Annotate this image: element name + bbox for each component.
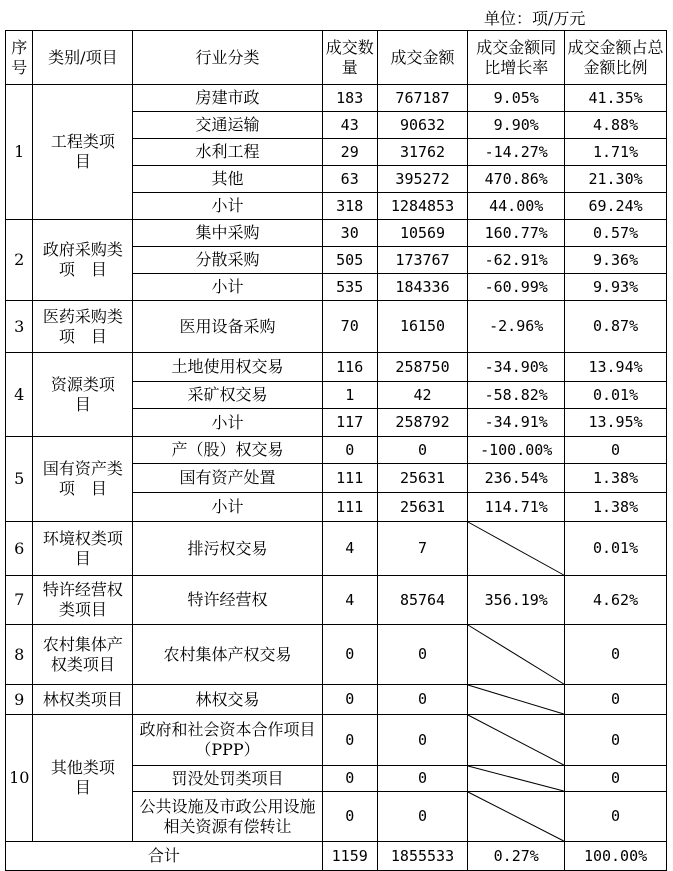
total-count: 1159 [322,842,377,871]
count-cell: 0 [322,766,377,792]
count-cell: 318 [322,193,377,220]
seq-cell: 4 [6,353,33,437]
total-share: 100.00% [565,842,667,871]
amount-cell: 173767 [377,247,468,274]
amount-cell: 7 [377,522,468,576]
industry-cell: 公共设施及市政公用设施相关资源有偿转让 [133,792,322,842]
amount-cell: 767187 [377,85,468,112]
seq-cell: 8 [6,625,33,685]
diagonal-slash [468,625,564,684]
count-cell: 63 [322,166,377,193]
header-category: 类别/项目 [33,31,133,85]
seq-cell: 9 [6,685,33,715]
category-cell: 林权类项目 [33,685,133,715]
share-cell: 9.93% [565,274,667,301]
industry-cell: 林权交易 [133,685,322,715]
industry-cell: 医用设备采购 [133,301,322,353]
total-label: 合计 [6,842,323,871]
amount-cell: 0 [377,766,468,792]
category-cell: 环境权类项 目 [33,522,133,576]
seq-cell: 6 [6,522,33,576]
table-row [6,625,667,685]
header-amount: 成交金额 [377,31,468,85]
seq-cell: 2 [6,220,33,301]
industry-cell: 分散采购 [133,247,322,274]
share-cell: 0.87% [565,301,667,353]
industry-cell: 采矿权交易 [133,382,322,409]
industry-cell: 其他 [133,166,322,193]
unit-label: 单位：项/万元 [484,9,586,28]
industry-cell: 排污权交易 [133,522,322,576]
category-cell: 国有资产类项 目 [33,437,133,522]
count-cell: 4 [322,576,377,625]
count-cell: 0 [322,792,377,842]
category-cell: 医药采购类项 目 [33,301,133,353]
share-cell: 0 [565,715,667,766]
category-cell: 工程类项 目 [33,85,133,220]
share-cell: 41.35% [565,85,667,112]
diagonal-slash [468,685,564,714]
share-cell: 13.94% [565,353,667,382]
count-cell: 29 [322,139,377,166]
growth-cell-empty [468,522,565,576]
diagonal-slash [468,715,564,765]
count-cell: 1 [322,382,377,409]
growth-cell: 160.77% [468,220,565,247]
diagonal-slash [468,766,564,791]
count-cell: 535 [322,274,377,301]
industry-cell: 集中采购 [133,220,322,247]
count-cell: 111 [322,464,377,493]
transaction-table [5,30,667,871]
growth-cell: 470.86% [468,166,565,193]
category-cell: 农村集体产权类项目 [33,625,133,685]
amount-cell: 1284853 [377,193,468,220]
industry-cell: 国有资产处置 [133,464,322,493]
table-row [6,437,667,464]
amount-cell: 25631 [377,464,468,493]
category-cell: 特许经营权类项目 [33,576,133,625]
industry-cell: 特许经营权 [133,576,322,625]
growth-cell: -58.82% [468,382,565,409]
share-cell: 0.01% [565,382,667,409]
table-row [6,220,667,247]
industry-cell: 政府和社会资本合作项目（PPP） [133,715,322,766]
share-cell: 0 [565,625,667,685]
industry-cell: 罚没处罚类项目 [133,766,322,792]
share-cell: 4.88% [565,112,667,139]
share-cell: 13.95% [565,409,667,437]
share-cell: 0 [565,685,667,715]
amount-cell: 25631 [377,493,468,522]
table-row [6,685,667,715]
amount-cell: 90632 [377,112,468,139]
growth-cell: -62.91% [468,247,565,274]
industry-cell: 房建市政 [133,85,322,112]
count-cell: 0 [322,437,377,464]
growth-cell: 44.00% [468,193,565,220]
count-cell: 70 [322,301,377,353]
industry-cell: 小计 [133,493,322,522]
amount-cell: 0 [377,437,468,464]
growth-cell: 356.19% [468,576,565,625]
growth-cell: 114.71% [468,493,565,522]
amount-cell: 85764 [377,576,468,625]
seq-cell: 1 [6,85,33,220]
growth-cell: -2.96% [468,301,565,353]
table-row [6,301,667,353]
share-cell: 1.71% [565,139,667,166]
share-cell: 69.24% [565,193,667,220]
header-count: 成交数量 [322,31,377,85]
share-cell: 0 [565,792,667,842]
share-cell: 0 [565,437,667,464]
amount-cell: 0 [377,685,468,715]
seq-cell: 3 [6,301,33,353]
amount-cell: 184336 [377,274,468,301]
industry-cell: 农村集体产权交易 [133,625,322,685]
amount-cell: 42 [377,382,468,409]
growth-cell: -34.91% [468,409,565,437]
table-row [6,353,667,382]
count-cell: 0 [322,625,377,685]
amount-cell: 16150 [377,301,468,353]
diagonal-slash [468,522,564,575]
table-row [6,85,667,112]
count-cell: 117 [322,409,377,437]
amount-cell: 0 [377,715,468,766]
industry-cell: 小计 [133,409,322,437]
growth-cell: 236.54% [468,464,565,493]
growth-cell: -100.00% [468,437,565,464]
growth-cell: -60.99% [468,274,565,301]
growth-cell: -34.90% [468,353,565,382]
header-row [6,31,667,85]
amount-cell: 10569 [377,220,468,247]
industry-cell: 小计 [133,274,322,301]
industry-cell: 产（股）权交易 [133,437,322,464]
amount-cell: 258750 [377,353,468,382]
growth-cell-empty [468,685,565,715]
count-cell: 505 [322,247,377,274]
count-cell: 30 [322,220,377,247]
count-cell: 183 [322,85,377,112]
share-cell: 9.36% [565,247,667,274]
header-growth: 成交金额同比增长率 [468,31,565,85]
count-cell: 0 [322,685,377,715]
diagonal-slash [468,792,564,841]
category-cell: 资源类项 目 [33,353,133,437]
amount-cell: 395272 [377,166,468,193]
share-cell: 0.01% [565,522,667,576]
table-row [6,715,667,766]
growth-cell-empty [468,766,565,792]
growth-cell: 9.90% [468,112,565,139]
header-seq: 序号 [6,31,33,85]
count-cell: 116 [322,353,377,382]
industry-cell: 土地使用权交易 [133,353,322,382]
share-cell: 1.38% [565,493,667,522]
total-amount: 1855533 [377,842,468,871]
seq-cell: 7 [6,576,33,625]
total-growth: 0.27% [468,842,565,871]
count-cell: 4 [322,522,377,576]
amount-cell: 0 [377,625,468,685]
industry-cell: 小计 [133,193,322,220]
amount-cell: 258792 [377,409,468,437]
amount-cell: 0 [377,792,468,842]
amount-cell: 31762 [377,139,468,166]
header-share: 成交金额占总金额比例 [565,31,667,85]
category-cell: 其他类项 目 [33,715,133,842]
category-cell: 政府采购类项 目 [33,220,133,301]
growth-cell-empty [468,625,565,685]
share-cell: 0.57% [565,220,667,247]
share-cell: 1.38% [565,464,667,493]
seq-cell: 10 [6,715,33,842]
count-cell: 43 [322,112,377,139]
table-row [6,576,667,625]
count-cell: 111 [322,493,377,522]
total-row [6,842,667,871]
table-row [6,522,667,576]
table-body [6,31,667,871]
growth-cell-empty [468,715,565,766]
seq-cell: 5 [6,437,33,522]
growth-cell-empty [468,792,565,842]
industry-cell: 交通运输 [133,112,322,139]
share-cell: 4.62% [565,576,667,625]
industry-cell: 水利工程 [133,139,322,166]
share-cell: 0 [565,766,667,792]
share-cell: 21.30% [565,166,667,193]
growth-cell: -14.27% [468,139,565,166]
header-industry: 行业分类 [133,31,322,85]
count-cell: 0 [322,715,377,766]
growth-cell: 9.05% [468,85,565,112]
